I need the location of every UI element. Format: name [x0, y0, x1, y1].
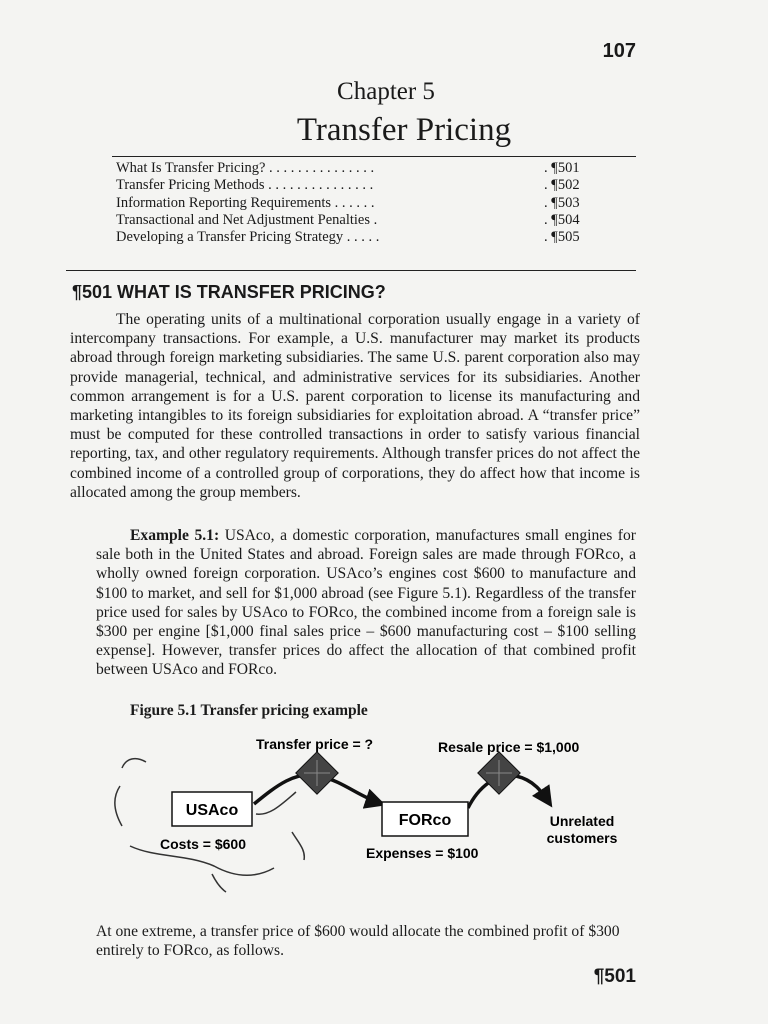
toc-top-rule [112, 156, 636, 157]
costs-label: Costs = $600 [160, 836, 246, 852]
unrelated-customers-label: customers [546, 830, 618, 846]
toc-ref: . ¶503 [544, 194, 580, 211]
resale-price-label: Resale price = $1,000 [438, 739, 580, 755]
page-number: 107 [602, 40, 636, 62]
toc-title: Transactional and Net Adjustment Penalties . [116, 211, 378, 228]
forco-label: FORco [398, 812, 452, 829]
toc-row [116, 160, 604, 177]
toc-row [116, 195, 604, 212]
closing-paragraph: At one extreme, a transfer price of $600 would allocate the combined profit of $300 entirely to FORco, as follows. [96, 923, 620, 960]
toc-row [116, 177, 604, 194]
expenses-label: Expenses = $100 [366, 845, 479, 861]
body-paragraph: The operating units of a multinational corporation usually engage in a variety of intercompany transactions. For example, a U.S. manufacturer may market its products abroad through foreign marketing subsidiaries. The same U.S. parent corporation also may provide managerial, technical, and administrative services for its subsidiaries. Another common arrangement is for a U.S. parent corporation to license its manufacturing and marketing intangibles to its foreign subsidiaries for exploitation abroad. A “transfer price” must be computed for these controlled transactions in order to satisfy various financial reporting, tax, and other regulatory requirements. Although transfer prices do not affect the combined income of a controlled group of corporations, they do affect how that income is allocated among the group members. [70, 311, 640, 501]
section-heading: ¶501 WHAT IS TRANSFER PRICING? [72, 282, 386, 302]
unrelated-customers-label: Unrelated [549, 813, 615, 829]
toc-title: Information Reporting Requirements . . . . . . [116, 194, 375, 211]
toc-ref: . ¶501 [544, 160, 580, 176]
example-label: Example 5.1: [130, 527, 220, 544]
transfer-price-label: Transfer price = ? [256, 736, 374, 752]
toc-ref: . ¶504 [544, 211, 580, 228]
example-paragraph [96, 526, 636, 680]
toc-row [116, 229, 604, 246]
product-cube-icon [296, 752, 338, 794]
toc-title: What Is Transfer Pricing? . . . . . . . . . . . . . . . [116, 160, 375, 176]
example-text: USAco, a domestic corporation, manufactures small engines for sale both in the United States and abroad. Foreign sales are made through FORco, a wholly owned foreign corporation. USAco’s engines cost $600 to manufacture and $100 to market, and sell for $1,000 abroad (see Figure 5.1). Regardless of the transfer price used for sales by USAco to FORco, the combined income from a foreign sale is $300 per engine [$1,000 final sales price – $600 manufacturing cost – $100 selling expense]. However, transfer prices do affect the allocation of that combined profit between USAco and FORco. [96, 527, 636, 679]
table-of-contents [116, 160, 604, 246]
toc-title: Transfer Pricing Methods . . . . . . . . . . . . . . . [116, 177, 374, 194]
toc-title: Developing a Transfer Pricing Strategy . . . . . [116, 229, 380, 246]
usaco-label: USAco [185, 802, 239, 819]
footer-paragraph-ref: ¶501 [593, 966, 636, 987]
toc-bottom-rule [66, 270, 636, 271]
chapter-title: Transfer Pricing [296, 112, 512, 148]
toc-ref: . ¶502 [544, 177, 580, 194]
toc-row [116, 212, 604, 229]
transfer-pricing-diagram [96, 728, 656, 908]
chapter-label: Chapter 5 [337, 78, 435, 105]
figure-caption: Figure 5.1 Transfer pricing example [130, 702, 368, 719]
toc-ref: . ¶505 [544, 229, 580, 246]
